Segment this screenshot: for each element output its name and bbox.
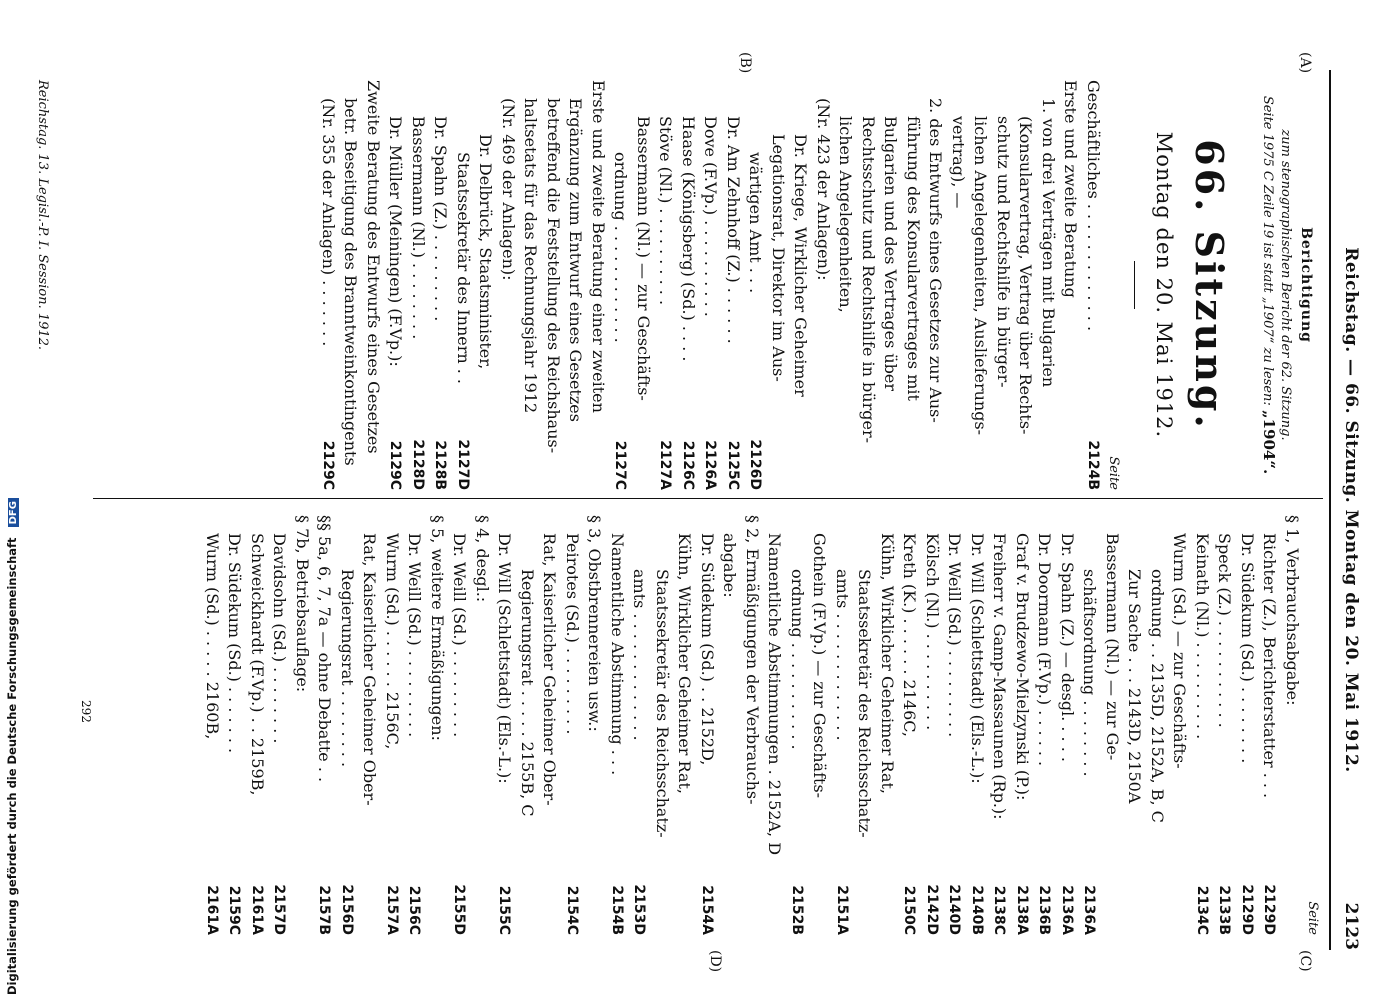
index-entry bbox=[1191, 515, 1214, 935]
index-entry bbox=[1011, 515, 1034, 935]
index-entry bbox=[609, 80, 632, 490]
page-reference: 2136B bbox=[1036, 885, 1053, 935]
page-reference: 2156C bbox=[406, 885, 423, 935]
index-entry bbox=[1033, 515, 1056, 935]
index-entry bbox=[452, 80, 475, 490]
entry-text: führung des Konsularvertrages mit bbox=[904, 116, 923, 401]
index-entry bbox=[988, 515, 1011, 935]
index-entry bbox=[1059, 80, 1082, 490]
index-entry bbox=[834, 80, 857, 490]
index-entry bbox=[493, 515, 516, 935]
entry-text: Bassermann (Nl.) — zur Ge- bbox=[1103, 533, 1122, 761]
index-entry bbox=[1014, 80, 1037, 490]
index-entry bbox=[1146, 515, 1169, 935]
entry-text: Kreth (K.) . . . . . . 2146C, bbox=[900, 533, 920, 738]
index-entry bbox=[1082, 80, 1105, 490]
entry-text: betr. Beseitigung des Branntweinkontingents bbox=[341, 98, 361, 466]
page-reference: 2136A bbox=[1059, 885, 1075, 935]
index-entry bbox=[812, 80, 835, 490]
entry-text: schäftsordnung . . . . . . . . bbox=[1080, 569, 1100, 777]
entry-text: ordnung . . 2135D, 2152A, B, C bbox=[1148, 569, 1167, 823]
digitization-text: Digitalisierung gefördert durch die Deutsche Forschungsgemeinschaft bbox=[5, 537, 19, 995]
margin-marker-d: (D) bbox=[707, 950, 723, 973]
index-entry bbox=[969, 80, 992, 490]
index-entry bbox=[651, 515, 674, 935]
page-reference: 2157D bbox=[271, 884, 288, 935]
page-reference: 2157A bbox=[384, 885, 400, 935]
index-entry bbox=[471, 515, 494, 935]
page-reference: 2129C bbox=[387, 440, 404, 490]
page-reference: 2152B bbox=[789, 885, 805, 935]
entry-text: wärtigen Amt . . . bbox=[746, 152, 766, 294]
page-reference: 2140D bbox=[946, 884, 963, 935]
index-entry bbox=[767, 80, 790, 490]
entry-text: Dr. Weill (Sd.) . . . . . . . . . bbox=[405, 533, 425, 738]
index-entry bbox=[632, 80, 655, 490]
index-entry bbox=[429, 80, 452, 490]
page-reference: 2133B bbox=[1216, 885, 1233, 935]
page-reference: 2127D bbox=[455, 439, 471, 490]
index-entry bbox=[426, 515, 449, 935]
page-reference: 2154C bbox=[564, 885, 580, 935]
page-reference: 2151A bbox=[834, 885, 850, 935]
index-entry bbox=[542, 80, 565, 490]
entry-text: Dr. Südekum (Sd.) . . . . . . . . bbox=[1238, 533, 1257, 764]
entry-text: Dr. Am Zehnhoff (Z.) . . . . . . bbox=[724, 116, 743, 344]
footer-reichstag: Reichstag. 13. Legisl.-P. I. Session. 1912. bbox=[35, 80, 50, 351]
page-reference: 2127C bbox=[612, 440, 629, 490]
index-entry bbox=[1056, 515, 1079, 935]
entry-text: Dr. Will (Schlettstadt) (Els.-L.): bbox=[968, 533, 987, 784]
entry-text: Kühn, Wirklicher Geheimer Rat, bbox=[675, 533, 695, 794]
entry-text: Davidsohn (Sd.) . . . . . . . . bbox=[270, 533, 290, 744]
entry-text: Regierungsrat . . . . . 2155B, C bbox=[518, 569, 537, 817]
entry-text: § 7b, Betriebsauflage: bbox=[293, 515, 312, 693]
page-reference: 2126C bbox=[680, 440, 696, 490]
index-entry bbox=[516, 515, 539, 935]
index-entry bbox=[1236, 515, 1259, 935]
index-entry bbox=[857, 80, 880, 490]
page-reference: 2153D bbox=[631, 884, 648, 935]
entry-text: Dr. Spahn (Z.) . . . . . . . . . bbox=[431, 116, 451, 322]
page-reference: 2154B bbox=[609, 885, 625, 935]
entry-text: Gothein (F.Vp.) — zur Geschäfts- bbox=[810, 533, 830, 799]
entry-text: ordnung . . . . . . . . . . . . bbox=[611, 152, 631, 343]
index-entry bbox=[291, 515, 314, 935]
entry-text: Kühn, Wirklicher Geheimer Rat, bbox=[878, 533, 897, 794]
index-entry bbox=[947, 80, 970, 490]
page-reference: 2156D bbox=[339, 884, 355, 935]
entry-text: amts . . . . . . . . . . . . . bbox=[833, 569, 852, 741]
page-reference: 2159C bbox=[226, 885, 243, 935]
entry-text: vertrag), — bbox=[949, 116, 968, 209]
index-entry bbox=[564, 80, 587, 490]
index-entry bbox=[902, 80, 925, 490]
page-number: 2123 bbox=[1341, 902, 1361, 950]
entry-text: Bassermann (Nl.) . . . . . . . . bbox=[409, 116, 428, 340]
entry-text: (Nr. 469 der Anlagen): bbox=[499, 98, 518, 281]
entry-text: Dove (F.Vp.) . . . . . . . . . . bbox=[701, 116, 721, 317]
index-entry bbox=[201, 515, 224, 935]
right-column bbox=[201, 515, 1322, 935]
entry-text: Schweickhardt (F.Vp.) . . 2159B, bbox=[248, 533, 267, 796]
entry-text: Dr. Kriege, Wirklicher Geheimer bbox=[791, 134, 811, 397]
index-entry bbox=[1258, 515, 1281, 935]
index-entry bbox=[1213, 515, 1236, 935]
index-entry bbox=[1078, 515, 1101, 935]
index-entry bbox=[313, 515, 336, 935]
index-entry bbox=[789, 80, 812, 490]
dfg-logo: DFG bbox=[8, 498, 19, 527]
page-reference: 2136A bbox=[1081, 885, 1098, 935]
running-header bbox=[1331, 70, 1361, 950]
index-entry bbox=[1101, 515, 1124, 935]
index-entry bbox=[519, 80, 542, 490]
index-entry bbox=[583, 515, 606, 935]
entry-text: (Konsularvertrag, Vertrag über Rechts- bbox=[1016, 116, 1036, 435]
entry-text: lichen Angelegenheiten, bbox=[836, 116, 856, 313]
index-entry bbox=[1168, 515, 1191, 935]
index-entry bbox=[246, 515, 269, 935]
margin-marker-a: (A) bbox=[1297, 52, 1313, 74]
entry-text: Haase (Königsberg) (Sd.) . . . . bbox=[679, 116, 698, 362]
index-entry bbox=[744, 80, 767, 490]
page-reference: 2157B bbox=[316, 885, 333, 935]
page-reference: 2128D bbox=[410, 439, 426, 490]
entry-text: amts . . . . . . . . . . . . . bbox=[630, 569, 650, 741]
entry-text: Dr. Weill (Sd.) . . . . . . . . . bbox=[450, 533, 470, 738]
entry-text: ordnung . . . . . . . . . . . bbox=[788, 569, 807, 750]
session-title: 66. Sitzung. bbox=[1187, 139, 1233, 431]
entry-text: Graf v. Brudzewo-Mielzynski (P.): bbox=[1013, 533, 1032, 801]
index-entry bbox=[879, 80, 902, 490]
margin-marker-b: (B) bbox=[737, 52, 753, 74]
index-entry bbox=[992, 80, 1015, 490]
entry-text: haltsetats für das Rechnungsjahr 1912 bbox=[521, 98, 541, 414]
entry-text: Erste und zweite Beratung einer zweiten bbox=[589, 80, 608, 413]
index-entry bbox=[561, 515, 584, 935]
page-reference: 2124B bbox=[1085, 440, 1101, 490]
index-entry bbox=[587, 80, 610, 490]
index-entry bbox=[696, 515, 719, 935]
index-entry bbox=[268, 515, 291, 935]
entry-text: Bassermann (Nl.) — zur Geschäfts- bbox=[634, 116, 653, 401]
entry-text: Geschäftliches . . . . . . . . . . . . . bbox=[1084, 80, 1103, 332]
entry-text: (Nr. 355 der Anlagen) . . . . . . . bbox=[319, 98, 338, 347]
left-index-list bbox=[317, 80, 1105, 490]
index-entry bbox=[763, 515, 786, 935]
entry-text: Dr. Müller (Meiningen) (F.Vp.): bbox=[386, 116, 406, 367]
session-date: Montag den 20. Mai 1912. bbox=[1152, 131, 1177, 439]
index-entry bbox=[898, 515, 921, 935]
index-entry bbox=[403, 515, 426, 935]
index-entry bbox=[831, 515, 854, 935]
entry-text: §§ 5a, 6, 7, 7a — ohne Debatte . . bbox=[315, 515, 335, 783]
page-reference: 2129C bbox=[320, 440, 336, 490]
index-entry bbox=[448, 515, 471, 935]
index-entry bbox=[1037, 80, 1060, 490]
index-entry bbox=[358, 515, 381, 935]
index-entry bbox=[381, 515, 404, 935]
index-entry bbox=[876, 515, 899, 935]
entry-text: lichen Angelegenheiten, Auslieferungs- bbox=[971, 116, 991, 436]
index-entry bbox=[606, 515, 629, 935]
index-entry bbox=[497, 80, 520, 490]
entry-text: Wurm (Sd.) . . . . . 2160B, bbox=[203, 533, 222, 740]
index-entry bbox=[673, 515, 696, 935]
index-entry bbox=[474, 80, 497, 490]
entry-text: Regierungsrat . . . . . . . . bbox=[338, 569, 357, 768]
index-entry bbox=[407, 80, 430, 490]
correction-title: Berichtigung bbox=[1298, 227, 1314, 343]
index-entry bbox=[538, 515, 561, 935]
entry-text: Wurm (Sd.) — zur Geschäfts- bbox=[1170, 533, 1190, 769]
index-entry bbox=[921, 515, 944, 935]
index-entry bbox=[317, 80, 340, 490]
seite-label: Seite bbox=[1106, 456, 1121, 490]
entry-text: Staatssekretär des Reichsschatz- bbox=[855, 569, 875, 838]
index-entry bbox=[718, 515, 741, 935]
seite-label-right: Seite bbox=[1305, 901, 1320, 935]
entry-text: Keinath (Nl.) . . . . . . . . . . bbox=[1193, 533, 1212, 740]
index-entry bbox=[722, 80, 745, 490]
index-entry bbox=[628, 515, 651, 935]
entry-text: Dr. Weill (Sd.) . . . . . . . . . bbox=[945, 533, 965, 738]
entry-text: Rechtsschutz und Rechtshilfe in bürger- bbox=[859, 116, 878, 443]
correction-line-1: zum stenographischen Bericht der 62. Sitzung. bbox=[1278, 129, 1294, 441]
entry-text: Ergänzung zum Entwurf eines Gesetzes bbox=[566, 98, 586, 422]
entry-text: Dr. Südekum (Sd.) . . 2152D, bbox=[698, 533, 717, 766]
entry-text: (Nr. 423 der Anlagen): bbox=[814, 98, 833, 281]
entry-text: Dr. Will (Schlettstadt) (Els.-L.): bbox=[495, 533, 515, 784]
entry-text: Staatssekretär des Reichsschatz- bbox=[653, 569, 672, 838]
entry-text: Dr. Spahn (Z.) — desgl. . . . . bbox=[1058, 533, 1077, 762]
entry-text: Rat, Kaiserlicher Geheimer Ober- bbox=[540, 533, 560, 806]
entry-text: Zweite Beratung des Entwurfs eines Gesetzes bbox=[364, 80, 383, 454]
page-reference: 2138A bbox=[1014, 885, 1030, 935]
page-reference: 2155C bbox=[496, 885, 513, 935]
page-reference: 2126A bbox=[702, 440, 719, 490]
index-entry bbox=[677, 80, 700, 490]
entry-text: betreffend die Feststellung des Reichshaus- bbox=[544, 98, 563, 454]
bottom-page-number: 292 bbox=[79, 700, 93, 723]
digitization-note bbox=[5, 0, 25, 995]
left-column bbox=[35, 80, 1322, 490]
page-reference: 2128B bbox=[432, 440, 449, 490]
index-entry bbox=[384, 80, 407, 490]
entry-text: Legationsrat, Direktor im Aus- bbox=[769, 134, 788, 382]
entry-text: abgabe: bbox=[720, 533, 740, 598]
index-entry bbox=[1281, 515, 1304, 935]
index-entry bbox=[1123, 515, 1146, 935]
index-entry bbox=[362, 80, 385, 490]
page-reference: 2161A bbox=[249, 885, 265, 935]
page-reference: 2125C bbox=[725, 440, 741, 490]
entry-text: Namentliche Abstimmungen . 2152A, D bbox=[765, 533, 785, 856]
entry-text: Erste und zweite Beratung bbox=[1061, 80, 1081, 298]
header-rule bbox=[1329, 70, 1331, 950]
entry-text: Dr. Delbrück, Staatsminister, bbox=[476, 134, 496, 370]
page-reference: 2142D bbox=[924, 884, 940, 935]
entry-text: § 5, weitere Ermäßigungen: bbox=[428, 515, 447, 741]
index-entry bbox=[699, 80, 722, 490]
index-entry bbox=[339, 80, 362, 490]
page-reference: 2140B bbox=[969, 885, 985, 935]
entry-text: Richter (Z.), Berichterstatter . . . bbox=[1260, 533, 1280, 799]
margin-marker-c: (C) bbox=[1297, 950, 1313, 972]
entry-text: Kölsch (Nl.) . . . . . . . . . . bbox=[923, 533, 942, 731]
entry-text: § 1, Verbrauchsabgabe: bbox=[1283, 515, 1302, 706]
entry-text: Speck (Z.) . . . . . . . . . . . bbox=[1215, 533, 1235, 728]
index-entry bbox=[924, 80, 947, 490]
correction-value: „1904“. bbox=[1260, 409, 1279, 475]
page-reference: 2138C bbox=[991, 885, 1008, 935]
index-entry bbox=[786, 515, 809, 935]
index-entry bbox=[223, 515, 246, 935]
page-reference: 2155D bbox=[451, 884, 468, 935]
correction-line-2-text: Seite 1975 C Zeile 19 ist statt „1907“ zu lesen: bbox=[1260, 95, 1276, 406]
entry-text: schutz und Rechtshilfe in bürger- bbox=[994, 116, 1013, 388]
index-entry bbox=[853, 515, 876, 935]
entry-text: Dr. Doormann (F.Vp.) . . . . . . bbox=[1035, 533, 1055, 767]
entry-text: § 2, Ermäßigungen der Verbrauchs- bbox=[743, 515, 762, 805]
entry-text: 2. des Entwurfs eines Gesetzes zur Aus- bbox=[926, 98, 946, 423]
entry-text: Staatssekretär des Innern . . bbox=[454, 152, 473, 385]
entry-text: Dr. Südekum (Sd.) . . . . . . . bbox=[225, 533, 245, 754]
index-entry bbox=[966, 515, 989, 935]
entry-text: Namentliche Abstimmung . . . bbox=[608, 533, 627, 776]
index-entry bbox=[741, 515, 764, 935]
entry-text: 1. von drei Verträgen mit Bulgarien bbox=[1039, 98, 1058, 388]
page-reference: 2134C bbox=[1194, 885, 1210, 935]
page-reference: 2129D bbox=[1261, 884, 1278, 935]
page-reference: 2154A bbox=[699, 885, 715, 935]
entry-text: Freiherr v. Gamp-Massaunen (Rp.): bbox=[990, 533, 1010, 820]
title-rule bbox=[1134, 261, 1135, 309]
entry-text: Zur Sache . . . 2143D, 2150A bbox=[1125, 569, 1145, 804]
page-reference: 2150C bbox=[901, 885, 918, 935]
column-divider bbox=[93, 498, 1323, 499]
index-entry bbox=[654, 80, 677, 490]
index-entry bbox=[943, 515, 966, 935]
entry-text: Stöve (Nl.) . . . . . . . . . . bbox=[656, 116, 676, 306]
page-reference: 2127A bbox=[657, 440, 674, 490]
entry-text: Wurm (Sd.) . . . . . . 2156C, bbox=[383, 533, 402, 750]
right-index-list bbox=[201, 515, 1304, 935]
index-entry bbox=[808, 515, 831, 935]
page-reference: 2161A bbox=[204, 885, 220, 935]
entry-text: § 3, Obstbrennereien usw.: bbox=[585, 515, 605, 732]
running-title: Reichstag. — 66. Sitzung. Montag den 20. Mai 1912. bbox=[1341, 247, 1361, 773]
page-reference: 2126D bbox=[747, 439, 764, 490]
entry-text: § 4, desgl.: bbox=[473, 515, 492, 603]
index-entry bbox=[336, 515, 359, 935]
entry-text: Bulgarien und des Vertrages über bbox=[881, 116, 901, 392]
page-reference: 2129D bbox=[1239, 884, 1255, 935]
correction-line-2 bbox=[1260, 80, 1278, 490]
entry-text: Rat, Kaiserlicher Geheimer Ober- bbox=[360, 533, 380, 806]
entry-text: Peirotes (Sd.) . . . . . . . . . bbox=[563, 533, 582, 735]
